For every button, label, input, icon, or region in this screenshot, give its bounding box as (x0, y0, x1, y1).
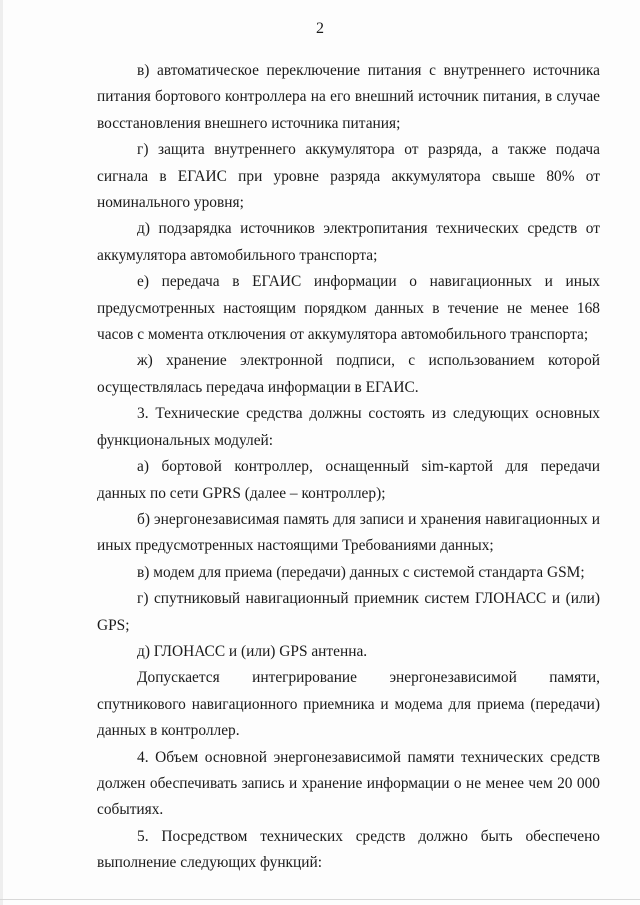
paragraph-5-functions: 5. Посредством технических средств должно быть обеспечено выполнение следующих функций: (97, 827, 600, 872)
paragraph-g-battery-protection: г) защита внутреннего аккумулятора от разряда, а также подача сигнала в ЕГАИС при уровне разряда аккумулятора свыше 80% от номинального уровня; (97, 141, 600, 212)
paragraph-4-memory-volume: 4. Объем основной энергонезависимой памяти технических средств должен обеспечивать запись и хранение информации о не менее чем 20 000 событиях. (97, 748, 600, 819)
paragraph-d-antenna: д) ГЛОНАСС и (или) GPS антенна. (137, 642, 368, 660)
paragraph-e-data-transfer: е) передача в ЕГАИС информации о навигационных и иных предусмотренных настоящим порядком данных в течение не менее 168 часов с момента отключения от аккумулятора автомобильного транспорта; (97, 273, 600, 344)
paragraph-integration: Допускается интегрирование энергонезависимой памяти, спутникового навигационного приемника и модема для приема (передачи) данных в контроллер. (97, 669, 600, 740)
scan-edge-shadow (0, 0, 3, 905)
paragraph-b-memory: б) энергонезависимая память для записи и хранения навигационных и иных предусмотренных настоящими Требованиями данных; (97, 510, 600, 555)
paragraph-v-power-switch: в) автоматическое переключение питания с внутреннего источника питания бортового контроллера на его внешний источник питания, в случае восстановления внешнего источника питания; (97, 62, 600, 132)
page-bottom-edge (0, 899, 640, 900)
page-number: 2 (316, 20, 324, 37)
paragraph-g-receiver: г) спутниковый навигационный приемник систем ГЛОНАСС и (или) GPS; (97, 590, 600, 634)
paragraph-d-recharge: д) подзарядка источников электропитания технических средств от аккумулятора автомобильного транспорта; (97, 220, 600, 264)
paragraph-v-modem: в) модем для приема (передачи) данных с системой стандарта GSM; (137, 563, 585, 581)
paragraph-zh-signature-storage: ж) хранение электронной подписи, с использованием которой осуществлялась передача информации в ЕГАИС. (97, 352, 600, 396)
paragraph-3-modules: 3. Технические средства должны состоять из следующих основных функциональных модулей: (97, 405, 600, 449)
paragraph-a-controller: а) бортовой контроллер, оснащенный sim-картой для передачи данных по сети GPRS (далее – контроллер); (97, 458, 600, 502)
document-body (97, 58, 600, 877)
